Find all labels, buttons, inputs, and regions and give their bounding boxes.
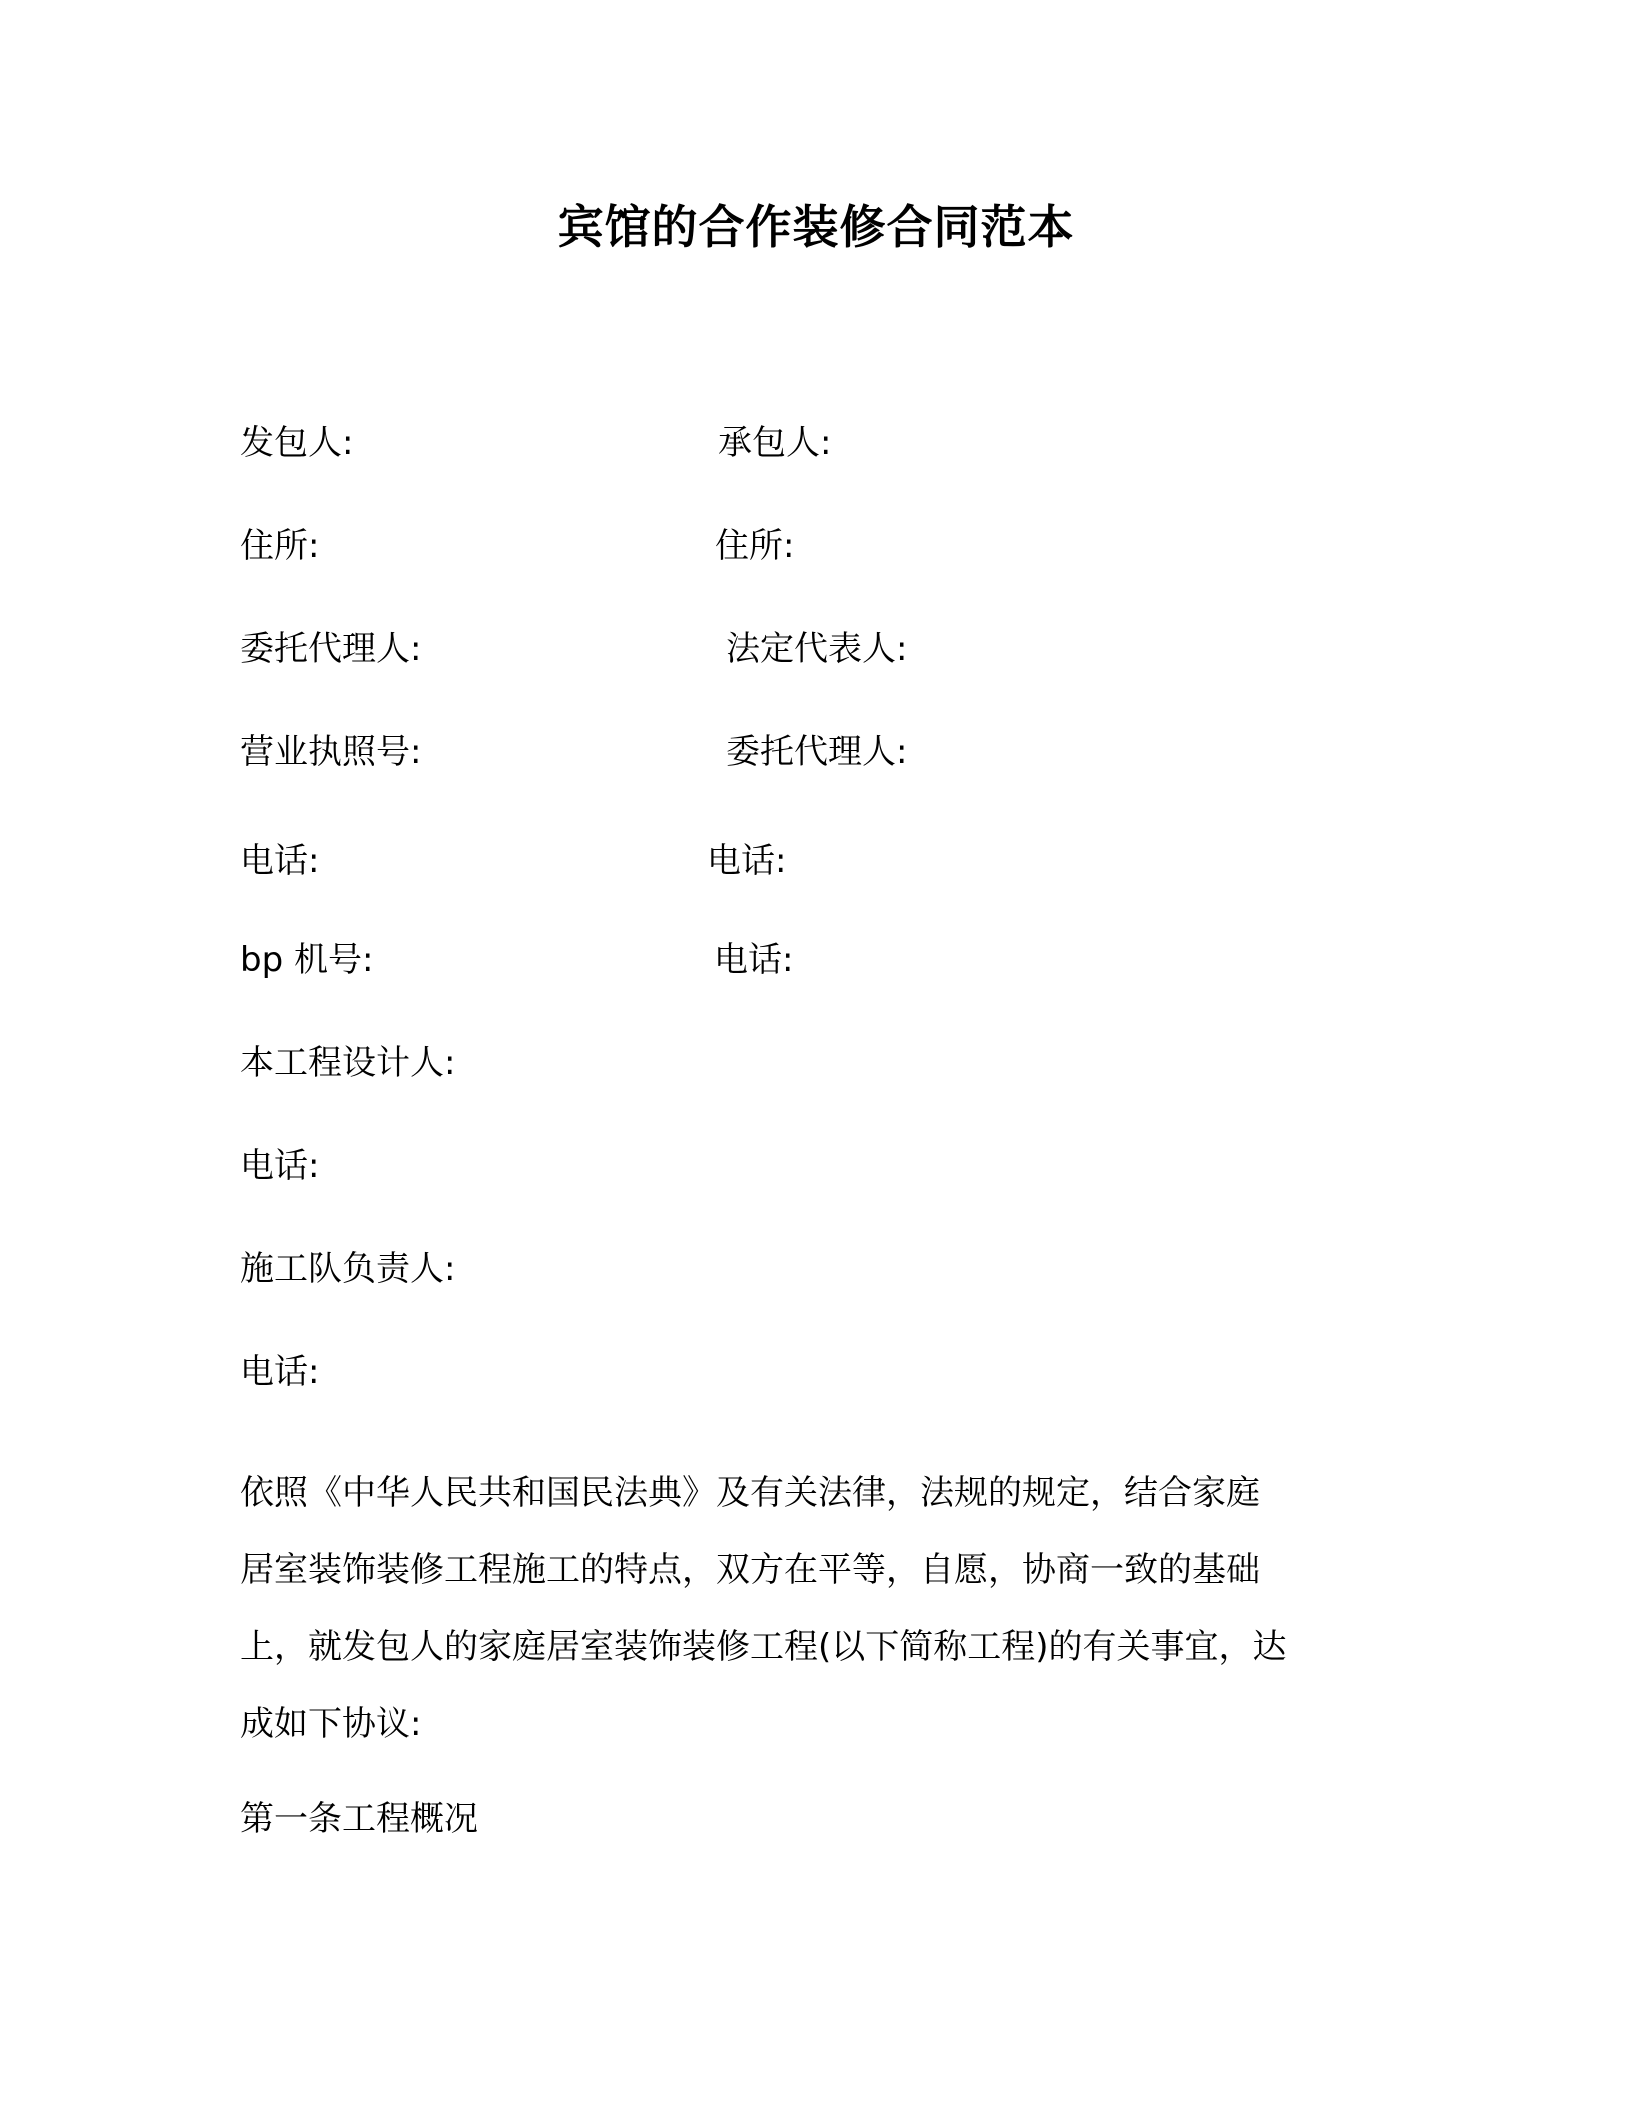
contractor-phone-label: 电话: <box>707 841 787 881</box>
contractor-label: 承包人: <box>718 423 832 463</box>
employer-agent-label: 委托代理人: <box>240 629 422 669</box>
designer-phone-label: 电话: <box>240 1146 320 1186</box>
employer-address-label: 住所: <box>240 526 320 566</box>
designer-label: 本工程设计人: <box>240 1043 456 1083</box>
pager-number-label: bp 机号: <box>240 940 374 980</box>
intro-paragraph-line: 依照《中华人民共和国民法典》及有关法律，法规的规定，结合家庭 <box>240 1473 1260 1513</box>
legal-representative-label: 法定代表人: <box>726 629 908 669</box>
intro-paragraph <box>240 1455 1420 1763</box>
construction-lead-label: 施工队负责人: <box>240 1249 456 1289</box>
intro-paragraph-line: 成如下协议: <box>240 1704 422 1744</box>
contractor-phone-2-label: 电话: <box>714 940 794 980</box>
intro-paragraph-line: 居室装饰装修工程施工的特点，双方在平等，自愿，协商一致的基础 <box>240 1550 1260 1590</box>
business-license-label: 营业执照号: <box>240 732 422 772</box>
employer-phone-label: 电话: <box>240 841 320 881</box>
contractor-address-label: 住所: <box>715 526 795 566</box>
construction-lead-phone-label: 电话: <box>240 1352 320 1392</box>
document-title: 宾馆的合作装修合同范本 <box>557 200 1075 254</box>
contractor-agent-label: 委托代理人: <box>726 732 908 772</box>
employer-label: 发包人: <box>240 423 354 463</box>
intro-paragraph-line: 上，就发包人的家庭居室装饰装修工程(以下简称工程)的有关事宜，达 <box>240 1627 1287 1667</box>
section-heading: 第一条工程概况 <box>240 1799 478 1839</box>
